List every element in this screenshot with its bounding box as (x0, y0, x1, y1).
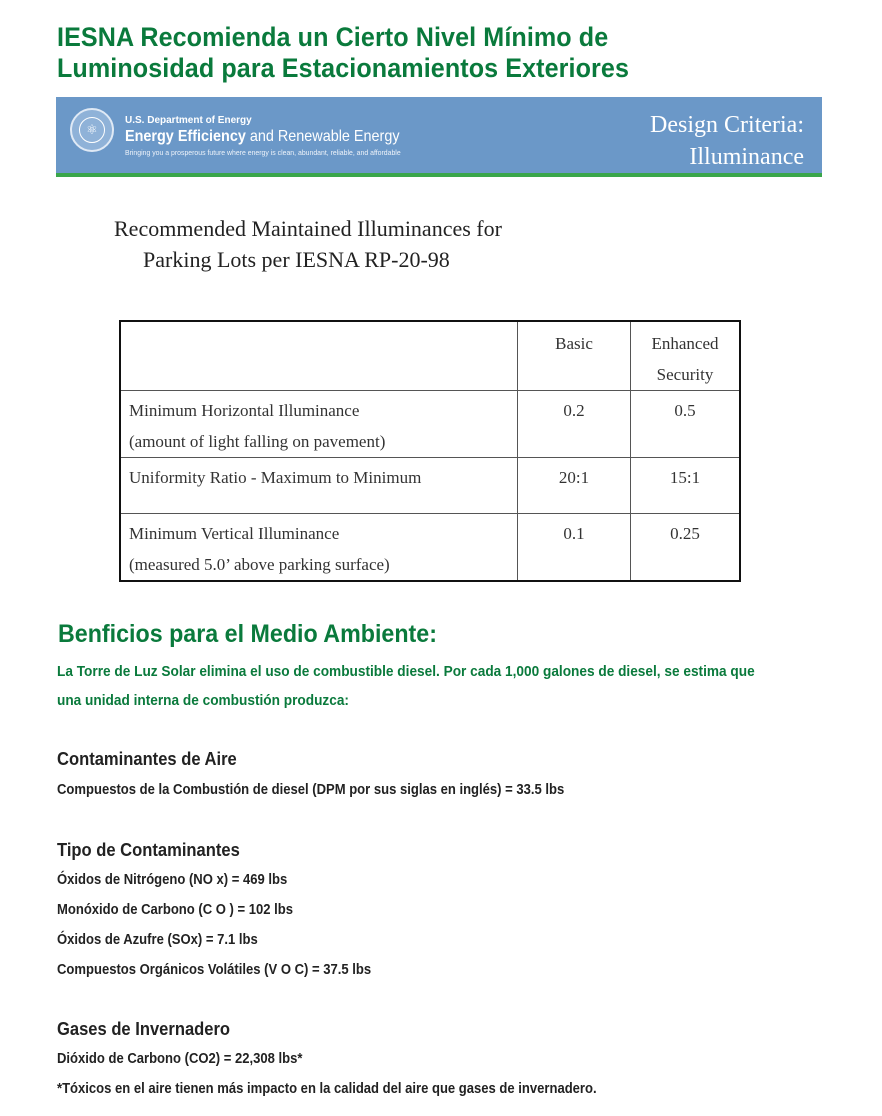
table-caption-line2: Parking Lots per IESNA RP-20-98 (143, 247, 450, 272)
banner-tagline: Bringing you a prosperous future where energy is clean, abundant, reliable, and affordable (125, 148, 401, 157)
row-enhanced-value: 0.5 (631, 391, 741, 458)
air-pollutants-heading: Contaminantes de Aire (57, 749, 237, 769)
row-label (120, 458, 518, 514)
row-label (120, 391, 518, 458)
header-empty-cell (120, 321, 518, 391)
row-label-line2: (measured 5.0’ above parking surface) (129, 555, 390, 574)
pollutant-types-heading: Tipo de Contaminantes (57, 840, 240, 860)
header-enhanced-line1: Enhanced (651, 334, 719, 353)
page-title-line2: Luminosidad para Estacionamientos Exteriores (57, 53, 630, 83)
header-enhanced-line2: Security (656, 365, 714, 384)
row-basic-value: 0.1 (518, 514, 631, 582)
banner-program-bold: Energy Efficiency (125, 128, 246, 145)
table-row (120, 458, 740, 514)
row-label (120, 514, 518, 582)
illuminance-table (119, 320, 741, 582)
environment-intro-line1: La Torre de Luz Solar elimina el uso de combustible diesel. Por cada 1,000 galones de diesel, se estima que (57, 663, 755, 680)
row-label-line1: Minimum Horizontal Illuminance (129, 401, 360, 420)
environment-intro (57, 657, 803, 715)
greenhouse-gases-heading: Gases de Invernadero (57, 1019, 231, 1039)
table-header-row (120, 321, 740, 391)
page-title (57, 22, 801, 84)
greenhouse-gas-note: *Tóxicos en el aire tienen más impacto en la calidad del aire que gases de invernadero. (57, 1081, 597, 1097)
banner-department: U.S. Department of Energy (125, 115, 252, 126)
banner-program (125, 128, 400, 146)
row-label-line1: Uniformity Ratio - Maximum to Minimum (129, 468, 422, 487)
pollutant-type-item: Óxidos de Azufre (SOx) = 7.1 lbs (57, 932, 258, 948)
row-label-line2: (amount of light falling on pavement) (129, 432, 386, 451)
header-basic: Basic (518, 321, 631, 391)
seal-inner: ⚛ (79, 117, 105, 143)
design-criteria-line1: Design Criteria: (650, 112, 804, 138)
row-enhanced-value: 15:1 (631, 458, 741, 514)
header-enhanced-security (631, 321, 741, 391)
row-basic-value: 0.2 (518, 391, 631, 458)
doe-seal-icon (70, 108, 114, 152)
page-title-line1: IESNA Recomienda un Cierto Nivel Mínimo de (57, 22, 609, 52)
row-enhanced-value: 0.25 (631, 514, 741, 582)
banner-program-rest: and Renewable Energy (245, 128, 400, 145)
design-criteria-title (650, 109, 804, 173)
pollutant-type-item: Óxidos de Nitrógeno (NO x) = 469 lbs (57, 872, 288, 888)
environment-title: Benficios para el Medio Ambiente: (58, 620, 437, 648)
table-row (120, 514, 740, 582)
row-basic-value: 20:1 (518, 458, 631, 514)
row-label-line1: Minimum Vertical Illuminance (129, 524, 340, 543)
table-caption (114, 213, 502, 275)
air-pollutants-line: Compuestos de la Combustión de diesel (DPM por sus siglas en inglés) = 33.5 lbs (57, 782, 565, 798)
table-caption-line1: Recommended Maintained Illuminances for (114, 216, 502, 241)
environment-intro-line2: una unidad interna de combustión produzca: (57, 692, 349, 709)
pollutant-type-item: Compuestos Orgánicos Volátiles (V O C) = 37.5 lbs (57, 962, 372, 978)
doe-banner (56, 97, 822, 177)
greenhouse-gas-line: Dióxido de Carbono (CO2) = 22,308 lbs* (57, 1051, 303, 1067)
table-row (120, 391, 740, 458)
pollutant-type-item: Monóxido de Carbono (C O ) = 102 lbs (57, 902, 294, 918)
design-criteria-line2: Illuminance (689, 144, 804, 170)
